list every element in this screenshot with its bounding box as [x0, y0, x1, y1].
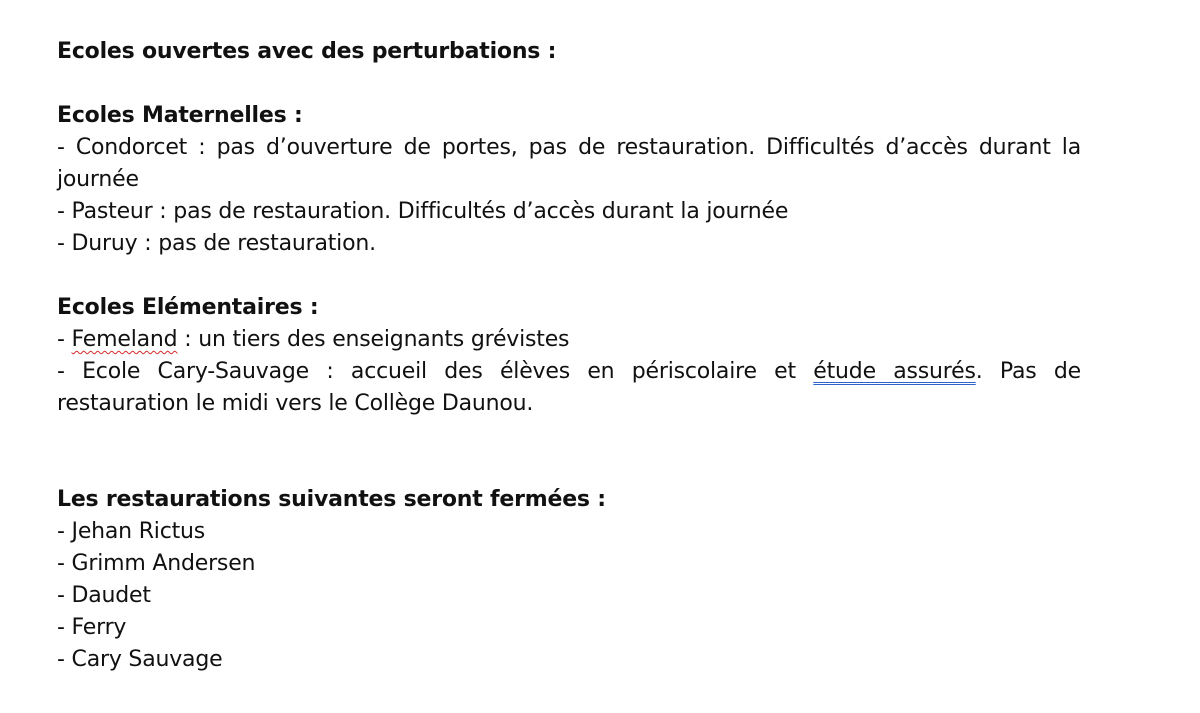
list-item: - Pasteur : pas de restauration. Difficultés d’accès durant la journée	[57, 199, 789, 224]
spacer	[57, 420, 1081, 484]
list-item: - Cary Sauvage	[57, 647, 223, 672]
list-item: - Ferry	[57, 615, 127, 640]
list-item: - Daudet	[57, 583, 151, 608]
spacer	[57, 260, 1081, 292]
list-item	[57, 324, 1081, 356]
document-body	[57, 36, 1081, 676]
list-item: - Grimm Andersen	[57, 551, 256, 576]
list-item: - Condorcet : pas d’ouverture de portes, pas de restauration. Difficultés d’accès durant la journée	[57, 135, 1081, 192]
section-heading-elementaires: Ecoles Elémentaires :	[57, 295, 319, 320]
list-item-text: : un tiers des enseignants grévistes	[177, 327, 570, 352]
list-item: - Duruy : pas de restauration.	[57, 231, 376, 256]
list-item	[57, 356, 1081, 420]
spacer	[57, 68, 1081, 100]
section-heading-maternelles: Ecoles Maternelles :	[57, 103, 303, 128]
list-item: - Jehan Rictus	[57, 519, 206, 544]
list-item-prefix: -	[57, 327, 72, 352]
list-item-text: . Pas de restauration le midi vers le Collège Daunou.	[57, 359, 1081, 416]
section-heading-restaurations: Les restaurations suivantes seront fermées :	[57, 487, 606, 512]
document-title: Ecoles ouvertes avec des perturbations :	[57, 39, 557, 64]
list-item-text: - Ecole Cary-Sauvage : accueil des élèves en périscolaire et	[57, 359, 814, 384]
spelling-error-word: Femeland	[71, 327, 178, 352]
grammar-error-phrase: étude assurés	[813, 359, 976, 384]
